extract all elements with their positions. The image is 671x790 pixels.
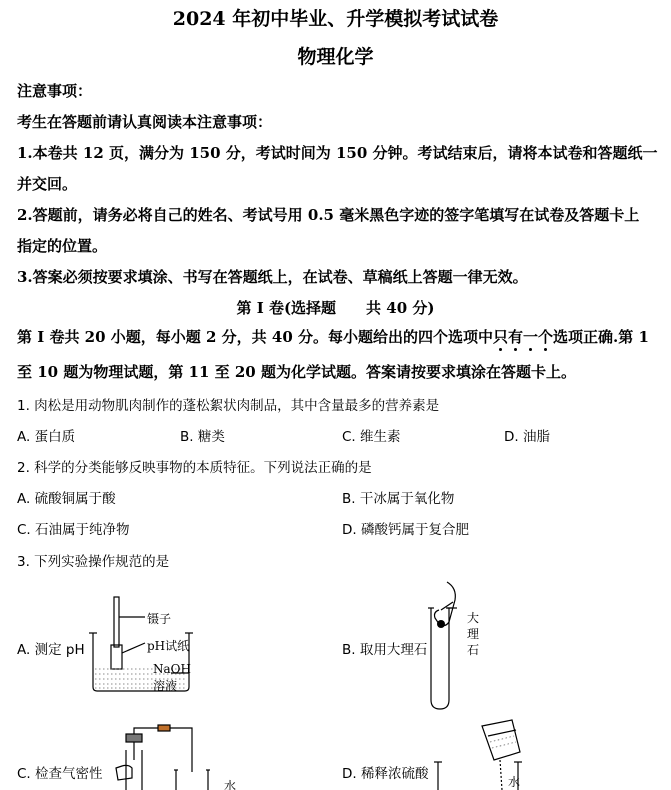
notice-intro: 考生在答题前请认真阅读本注意事项： [17,113,273,131]
question-2-option-c: C. 石油属于纯净物 [17,522,130,538]
question-1-option-a: A. 蛋白质 [17,429,76,445]
label-water-d: 水 [508,775,521,789]
section-description-line-2: 至 10 题为物理试题，第 11 至 20 题为化学试题。答案请按要求填涂在答题卡上。 [17,363,576,381]
question-1-option-b: B. 糖类 [180,429,225,445]
emphasis-char: 只 [492,328,508,346]
question-2-stem: 2. 科学的分类能够反映事物的本质特征。下列说法正确的是 [17,460,372,476]
emphasis-char: 一 [523,328,539,346]
question-3-option-b: B. 取用大理石 [342,642,428,658]
notice-item-2: 2.答题前，请务必将自己的姓名、考试号用 0.5 毫米黑色字迹的签字笔填写在试卷及答题卡上 [17,206,640,224]
exam-subtitle: 物理化学 [297,46,374,68]
figure-marble [425,578,485,713]
figure-dilution [428,718,538,790]
emphasis-char: 有 [508,328,524,346]
label-solution: 溶液 [153,679,178,693]
label-marble-3: 石 [467,643,480,657]
label-tweezers: 镊子 [147,612,172,626]
emphasis-char: 个 [538,328,554,346]
question-3-option-d: D. 稀释浓硫酸 [342,766,429,782]
section-description-line-1 [17,326,649,347]
question-2-option-a: A. 硫酸铜属于酸 [17,491,116,507]
label-marble-1: 大 [467,611,480,625]
question-3-stem: 3. 下列实验操作规范的是 [17,554,170,570]
question-1-option-d: D. 油脂 [504,429,550,445]
question-2-option-d: D. 磷酸钙属于复合肥 [342,522,469,538]
label-naoh: NaOH [153,662,191,676]
figure-ph-measurement [85,595,215,700]
exam-title: 2024 年初中毕业、升学模拟考试试卷 [172,8,499,30]
desc-part-b: 选项正确.第 1 [553,328,649,346]
notice-item-3: 3.答案必须按要求填涂、书写在答题纸上，在试卷、草稿纸上答题一律无效。 [17,268,528,286]
notice-heading: 注意事项： [17,82,93,100]
question-1-option-c: C. 维生素 [342,429,401,445]
figure-airtightness [108,728,238,790]
label-ph-paper: pH试纸 [147,639,190,653]
desc-part-a: 第 I 卷共 20 小题，每小题 2 分，共 40 分。每小题给出的四个选项中 [17,328,493,346]
question-1-stem: 1. 肉松是用动物肌肉制作的蓬松絮状肉制品，其中含量最多的营养素是 [17,398,440,414]
section-title: 第 I 卷(选择题 共 40 分) [236,299,435,317]
label-water-c: 水 [224,779,237,790]
question-3-option-c: C. 检查气密性 [17,766,103,782]
question-3-option-a: A. 测定 pH [17,642,85,658]
question-2-option-b: B. 干冰属于氧化物 [342,491,455,507]
notice-item-1: 1.本卷共 12 页，满分为 150 分，考试时间为 150 分钟。考试结束后，请将本试卷和答题纸一 [17,144,658,162]
notice-item-2-cont: 指定的位置。 [17,237,108,255]
label-marble-2: 理 [467,627,480,641]
marble-piece [437,620,445,628]
notice-item-1-cont: 并交回。 [17,175,78,193]
